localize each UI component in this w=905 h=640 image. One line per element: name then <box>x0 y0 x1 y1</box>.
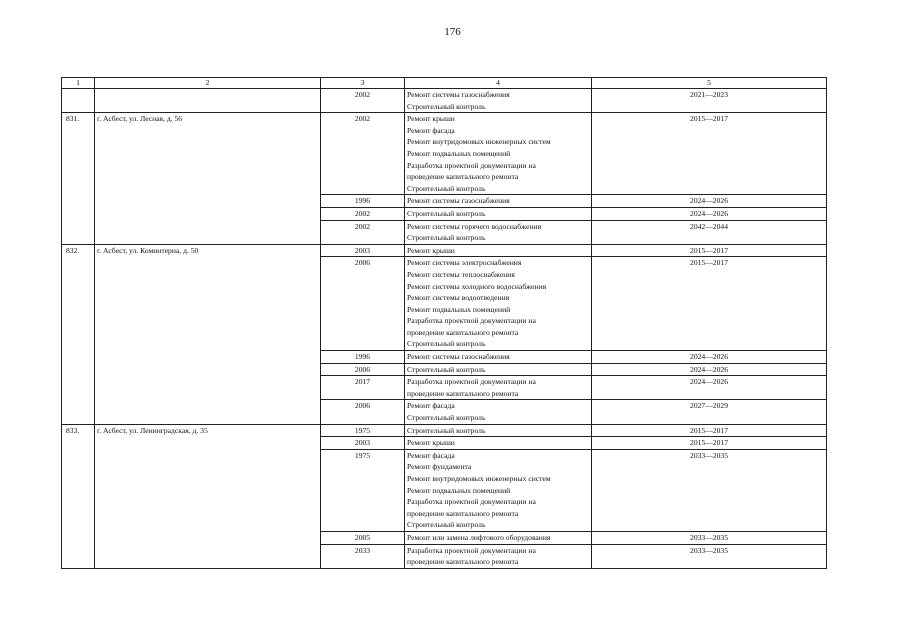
work-item: Ремонт внутридомовых инженерных систем <box>407 474 551 483</box>
works-cell <box>405 437 592 450</box>
works-cell <box>405 351 592 364</box>
table-row <box>62 244 827 257</box>
work-item: Строительный контроль <box>407 520 486 530</box>
period-cell: 2015—2017 <box>592 437 827 450</box>
work-item: Ремонт системы холодного водоснабжения <box>407 281 547 291</box>
period-cell: 2033—2035 <box>592 531 827 544</box>
work-item: Ремонт системы электроснабжения <box>407 258 522 268</box>
year-cell: 2006 <box>321 257 405 351</box>
address-cell: г. Асбест, ул. Ленинградская, д. 35 <box>95 424 321 568</box>
period-cell: 2024—2026 <box>592 207 827 220</box>
works-cell <box>405 363 592 376</box>
year-cell: 2002 <box>321 207 405 220</box>
year-cell: 2033 <box>321 544 405 568</box>
period-cell: 2021—2023 <box>592 89 827 113</box>
year-cell: 1996 <box>321 351 405 364</box>
work-item: Ремонт фасада <box>407 125 455 135</box>
period-cell: 2024—2026 <box>592 195 827 208</box>
column-header-row <box>62 78 827 89</box>
table-row <box>62 424 827 437</box>
work-item: Строительный контроль <box>407 183 486 193</box>
column-header: 2 <box>95 78 321 89</box>
work-item: проведение капитального ремонта <box>407 388 519 398</box>
work-item: Строительный контроль <box>407 233 486 243</box>
works-cell <box>405 424 592 437</box>
works-cell <box>405 220 592 244</box>
year-cell: 2003 <box>321 244 405 257</box>
period-cell: 2024—2026 <box>592 376 827 400</box>
work-item: Ремонт подвальных помещений <box>407 304 511 314</box>
work-item: Ремонт или замена лифтового оборудования <box>407 532 551 542</box>
works-cell <box>405 531 592 544</box>
work-item: Строительный контроль <box>407 425 486 435</box>
work-item: Строительный контроль <box>407 413 486 423</box>
work-item: Ремонт внутридомовых инженерных систем <box>407 137 551 147</box>
work-item: Ремонт системы теплоснабжения <box>407 269 515 279</box>
period-cell: 2033—2035 <box>592 544 827 568</box>
period-cell: 2033—2035 <box>592 449 827 531</box>
year-cell: 2006 <box>321 363 405 376</box>
year-cell: 1996 <box>321 195 405 208</box>
year-cell: 2003 <box>321 437 405 450</box>
works-cell <box>405 449 592 531</box>
row-number-cell <box>62 89 95 113</box>
works-cell <box>405 113 592 195</box>
address-cell <box>95 89 321 113</box>
work-item: Разработка проектной документации на <box>407 377 536 387</box>
work-item: Строительный контроль <box>407 339 486 349</box>
period-cell: 2042—2044 <box>592 220 827 244</box>
work-item: проведение капитального ремонта <box>407 327 519 337</box>
work-item: Ремонт фундамента <box>407 462 472 472</box>
period-cell: 2015—2017 <box>592 424 827 437</box>
year-cell: 1975 <box>321 424 405 437</box>
works-cell <box>405 195 592 208</box>
row-number-cell: 832. <box>62 244 95 424</box>
period-cell: 2015—2017 <box>592 244 827 257</box>
column-header: 1 <box>62 78 95 89</box>
address-cell: г. Асбест, ул. Лесная, д. 56 <box>95 113 321 245</box>
works-cell <box>405 376 592 400</box>
work-item: Строительный контроль <box>407 364 486 374</box>
works-cell <box>405 244 592 257</box>
table-body <box>62 89 827 569</box>
work-item: Разработка проектной документации на <box>407 497 536 507</box>
year-cell: 2017 <box>321 376 405 400</box>
work-item: проведение капитального ремонта <box>407 172 519 182</box>
year-cell: 2002 <box>321 220 405 244</box>
table-row <box>62 113 827 195</box>
work-item: Ремонт крыши <box>407 245 455 255</box>
work-item: Ремонт системы водоотведения <box>407 293 510 303</box>
work-item: Разработка проектной документации на <box>407 160 536 170</box>
row-number-cell: 831. <box>62 113 95 245</box>
year-cell: 2006 <box>321 400 405 424</box>
column-header: 4 <box>405 78 592 89</box>
work-item: Разработка проектной документации на <box>407 316 536 326</box>
work-item: Ремонт системы горячего водоснабжения <box>407 221 542 231</box>
period-cell: 2015—2017 <box>592 113 827 195</box>
year-cell: 2002 <box>321 113 405 195</box>
year-cell: 2002 <box>321 89 405 113</box>
work-item: Строительный контроль <box>407 101 486 111</box>
work-item: проведение капитального ремонта <box>407 508 519 518</box>
period-cell: 2015—2017 <box>592 257 827 351</box>
work-item: Ремонт фасада <box>407 401 455 411</box>
period-cell: 2027—2029 <box>592 400 827 424</box>
works-cell <box>405 400 592 424</box>
period-cell: 2024—2026 <box>592 351 827 364</box>
work-item: проведение капитального ремонта <box>407 557 519 567</box>
column-header: 5 <box>592 78 827 89</box>
work-item: Ремонт фасада <box>407 450 455 460</box>
work-item: Ремонт подвальных помещений <box>407 148 511 158</box>
work-item: Ремонт крыши <box>407 438 455 448</box>
row-number-cell: 833. <box>62 424 95 568</box>
year-cell: 1975 <box>321 449 405 531</box>
works-cell <box>405 207 592 220</box>
address-cell: г. Асбест, ул. Коминтерна, д. 50 <box>95 244 321 424</box>
work-item: Строительный контроль <box>407 208 486 218</box>
work-item: Разработка проектной документации на <box>407 545 536 555</box>
works-cell <box>405 544 592 568</box>
page-number: 176 <box>444 26 461 38</box>
work-item: Ремонт системы газоснабжения <box>407 196 510 206</box>
table-row <box>62 89 827 113</box>
works-cell <box>405 89 592 113</box>
period-cell: 2024—2026 <box>592 363 827 376</box>
work-item: Ремонт системы газоснабжения <box>407 352 510 362</box>
work-item: Ремонт подвальных помещений <box>407 485 511 495</box>
column-header: 3 <box>321 78 405 89</box>
year-cell: 2005 <box>321 531 405 544</box>
repair-schedule-table <box>61 77 827 569</box>
works-cell <box>405 257 592 351</box>
work-item: Ремонт системы газоснабжения <box>407 90 510 99</box>
work-item: Ремонт крыши <box>407 114 455 124</box>
